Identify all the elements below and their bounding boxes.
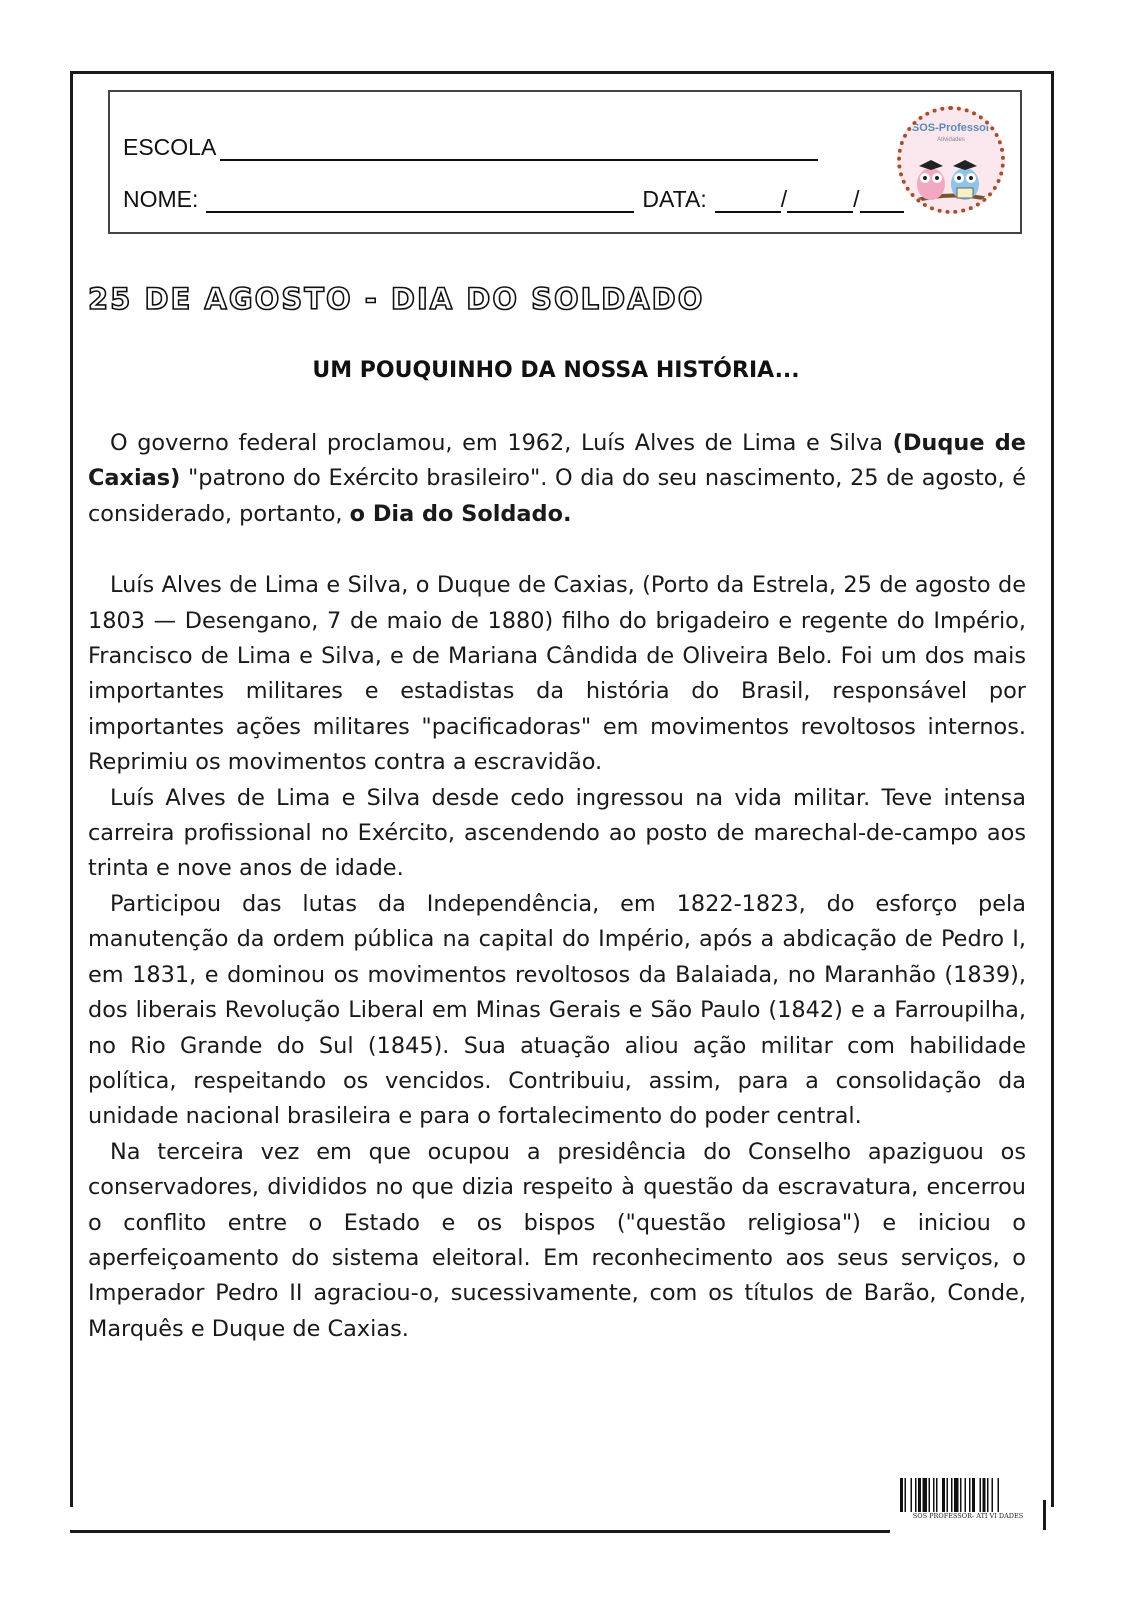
- date-slash-1: /: [780, 186, 788, 212]
- data-label: DATA:: [642, 186, 707, 212]
- paragraph-3: Luís Alves de Lima e Silva desde cedo ingressou na vida militar. Teve intensa carreira profissional no Exército, ascendendo ao posto de marechal-de-campo aos trinta e nove anos de idade.: [88, 784, 1026, 882]
- escola-field[interactable]: [220, 137, 818, 161]
- date-year-field[interactable]: [860, 189, 904, 213]
- paragraph-5: Na terceira vez em que ocupou a presidência do Conselho apaziguou os conservadores, divididos no que dizia respeito à questão da escravatura, encerrou o conflito entre o Estado e os bispos ("questão religiosa") e iniciou o aperfeiçoamento do sistema eleitoral. Em reconhecimento aos seus serviços, o Imperador Pedro II agraciou-o, sucessivamente, com os títulos de Barão, Conde, Marquês e Duque de Caxias.: [88, 1138, 1026, 1342]
- owls-icon: [901, 140, 1001, 210]
- p1-text-a: O governo federal proclamou, em 1962, Luís Alves de Lima e Silva: [110, 430, 893, 456]
- logo-text: SOS-Professor: [911, 122, 991, 134]
- header-box: [108, 90, 1022, 234]
- nome-row: [123, 186, 904, 213]
- escola-row: [123, 134, 818, 161]
- bottom-rule-right: [1043, 1500, 1046, 1530]
- page-title: 25 DE AGOSTO - DIA DO SOLDADO: [88, 282, 705, 316]
- sos-professor-logo: [897, 106, 1005, 214]
- bottom-rule-left: [70, 1530, 890, 1533]
- paragraph-gap: [88, 532, 1026, 568]
- p1-bold-dia: o Dia do Soldado.: [349, 500, 572, 527]
- nome-field[interactable]: [206, 189, 634, 213]
- escola-label: ESCOLA: [123, 134, 217, 160]
- paragraph-4: Participou das lutas da Independência, em 1822-1823, do esforço pela manutenção da ordem pública na capital do Império, após a abdicação de Pedro I, em 1831, e dominou os movimentos revoltosos da Balaiada, no Maranhão (1839), dos liberais Revolução Liberal em Minas Gerais e São Paulo (1842) e a Farroupilha, no Rio Grande do Sul (1845). Sua atuação aliou ação militar com habilidade política, respeitando os vencidos. Contribuiu, assim, para a consolidação da unidade nacional brasileira e para o fortalecimento do poder central.: [88, 890, 1026, 1130]
- date-slash-2: /: [853, 186, 860, 212]
- p1-bold-duque: (Duque de Caxias): [88, 430, 1026, 492]
- nome-label: NOME:: [123, 186, 199, 212]
- paragraph-2: Luís Alves de Lima e Silva, o Duque de Caxias, (Porto da Estrela, 25 de agosto de 1803 — Desengano, 7 de maio de 1880) filho do brigadeiro e regente do Império, Francisco de Lima e Silva, e de Mariana Cândida de Oliveira Belo. Foi um dos mais importantes militares e estadistas da história do Brasil, responsável por importantes ações militares "pacificadoras" em movimentos revoltosos internos. Reprimiu os movimentos contra a escravidão.: [88, 572, 1026, 776]
- paragraph-1: [88, 426, 1026, 532]
- logo-subtext: Atividades: [937, 137, 965, 143]
- barcode-caption: SOS PROFESSOR- ATI VI DADES: [912, 1512, 1024, 1520]
- subtitle: UM POUQUINHO DA NOSSA HISTÓRIA...: [312, 358, 800, 383]
- barcode-icon: [900, 1478, 1036, 1512]
- date-day-field[interactable]: [715, 189, 781, 213]
- article-body: [88, 426, 1026, 1347]
- p1-text-c: "patrono do Exército brasileiro". O dia do seu nascimento, 25 de agosto, é considerado, portanto,: [88, 465, 1026, 527]
- date-month-field[interactable]: [787, 189, 853, 213]
